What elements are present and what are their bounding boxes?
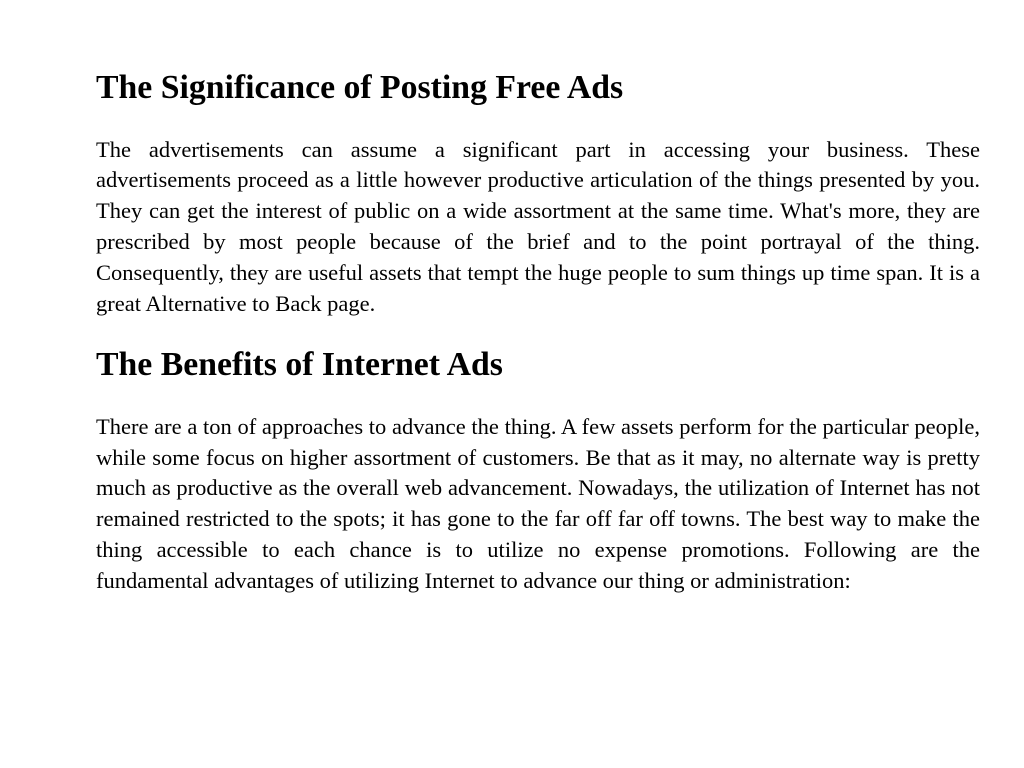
section-heading: The Benefits of Internet Ads: [96, 346, 503, 384]
section-heading: The Significance of Posting Free Ads: [96, 69, 624, 106]
section-significance-of-free-ads: [96, 69, 980, 319]
section-paragraph: The advertisements can assume a significant part in accessing your business. These advertisements proceed as a little however productive articulation of the things presented by you. They can get the interest of public on a wide assortment at the same time. What's more, they are prescribed by most people because of the brief and to the point portrayal of the thing. Consequently, they are useful assets that tempt the huge people to sum things up time span. It is a great Alternative to Back page.: [96, 136, 980, 316]
section-paragraph: There are a ton of approaches to advance the thing. A few assets perform for the particular people, while some focus on higher assortment of customers. Be that as it may, no alternate way is pretty much as productive as the overall web advancement. Nowadays, the utilization of Internet has not remained restricted to the spots; it has gone to the far off far off towns. The best way to make the thing accessible to each chance is to utilize no expense promotions. Following are the fundamental advantages of utilizing Internet to advance our thing or administration:: [96, 413, 980, 593]
paragraph-spacer: [96, 104, 980, 135]
paragraph-spacer: [96, 381, 980, 412]
section-benefits-of-internet-ads: [96, 346, 980, 596]
document-page: [96, 69, 980, 597]
